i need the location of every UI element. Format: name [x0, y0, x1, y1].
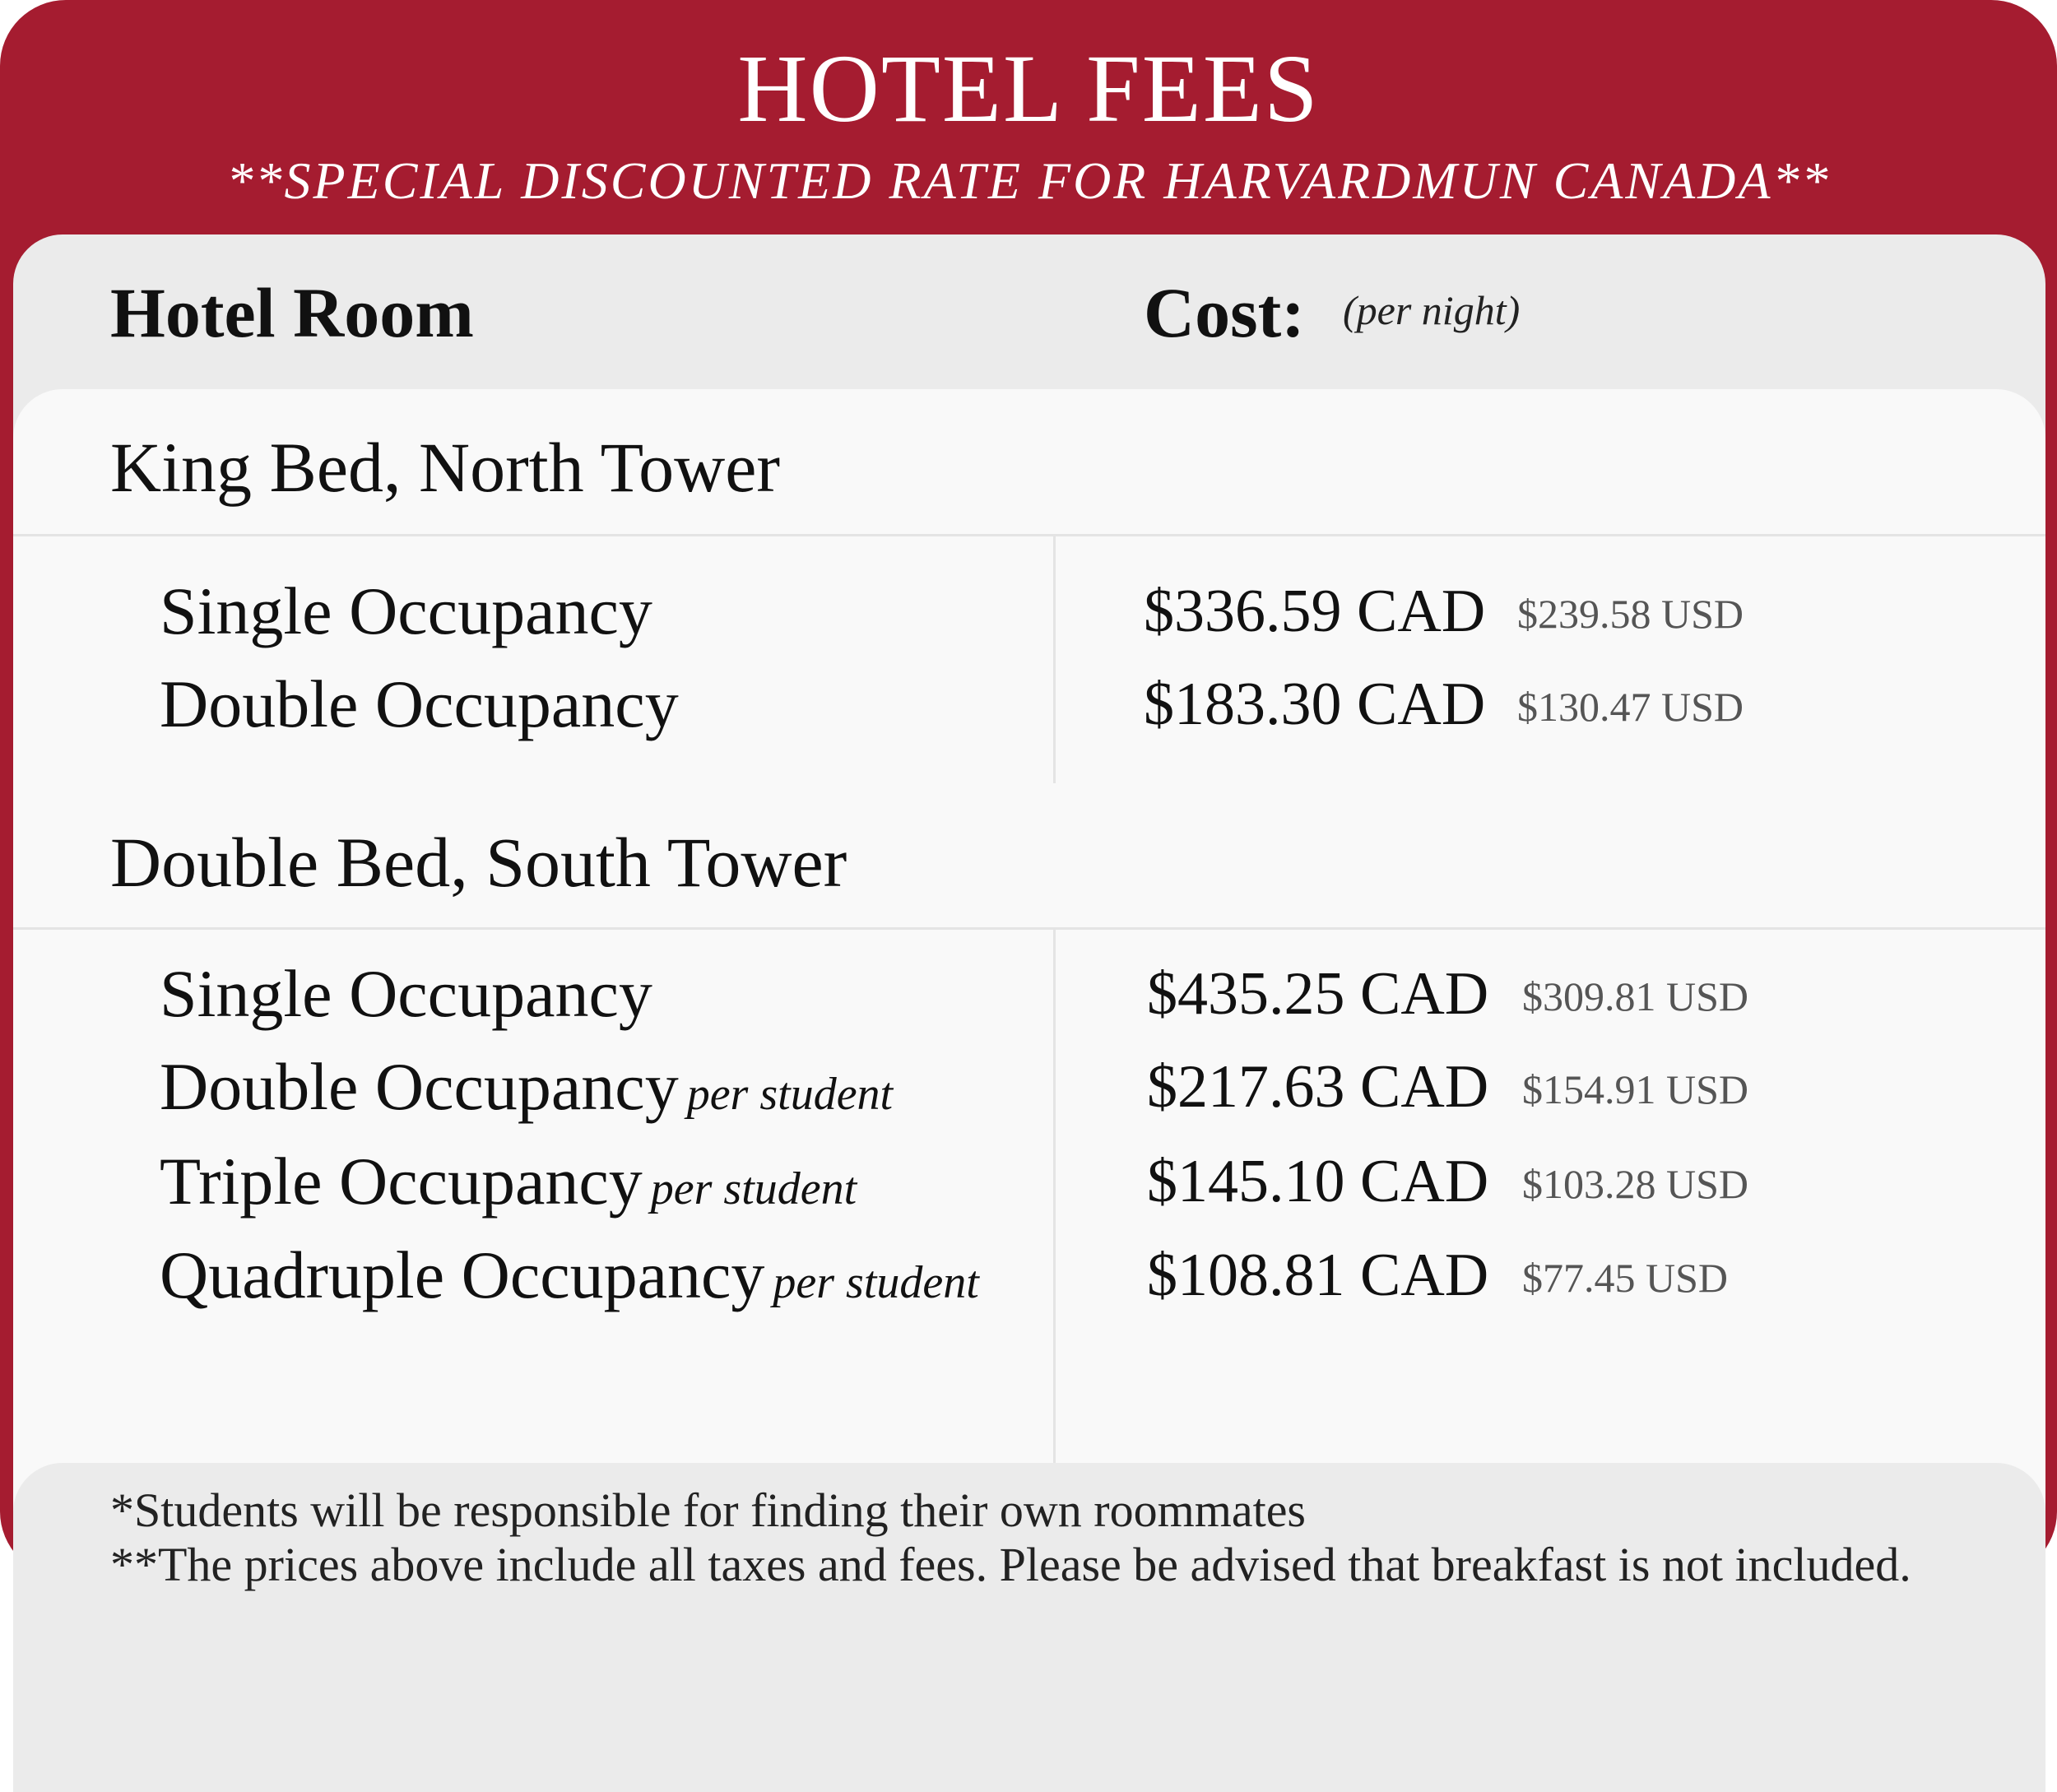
- price-cad: $145.10 CAD: [1147, 1148, 1489, 1215]
- price-cad: $336.59 CAD: [1144, 578, 1486, 645]
- price-usd: $77.45 USD: [1522, 1255, 1729, 1301]
- room-type-label: Double Occupancy: [160, 666, 679, 741]
- fees-panel: [13, 234, 2045, 1591]
- per-student-note: per student: [650, 1163, 857, 1214]
- column-header-cost: Cost:: [1144, 273, 1305, 352]
- table-row: [13, 1136, 2045, 1227]
- price-usd: $103.28 USD: [1522, 1161, 1749, 1207]
- footnote-roommates: *Students will be responsible for finding their own roommates: [110, 1483, 1307, 1537]
- price-usd: $309.81 USD: [1522, 973, 1749, 1019]
- per-student-note: per student: [773, 1257, 979, 1308]
- price-usd: $239.58 USD: [1517, 591, 1744, 637]
- column-header-cost-note: (per night): [1343, 287, 1521, 333]
- divider: [13, 927, 2045, 930]
- page-subtitle: **SPECIAL DISCOUNTED RATE FOR HARVARDMUN CANADA**: [226, 151, 1831, 210]
- table-row: [13, 949, 2045, 1039]
- divider: [13, 534, 2045, 536]
- per-student-note: per student: [686, 1069, 894, 1120]
- footnote-taxes: **The prices above include all taxes and fees. Please be advised that breakfast is not included.: [110, 1538, 1911, 1591]
- table-row: [13, 659, 2045, 750]
- price-usd: $154.91 USD: [1522, 1066, 1749, 1112]
- table-row: [13, 566, 2045, 657]
- price-cad: $217.63 CAD: [1147, 1053, 1489, 1121]
- room-type-label: Quadruple Occupancy: [160, 1237, 765, 1312]
- room-type-label: Single Occupancy: [160, 956, 652, 1031]
- group-title-double-south: Double Bed, South Tower: [110, 823, 847, 902]
- room-type-label: Double Occupancy: [160, 1049, 679, 1124]
- table-row: [13, 1230, 2045, 1321]
- column-header-room: Hotel Room: [110, 273, 474, 352]
- price-cad: $108.81 CAD: [1147, 1242, 1489, 1309]
- price-cad: $183.30 CAD: [1144, 671, 1486, 738]
- price-usd: $130.47 USD: [1517, 684, 1744, 730]
- page-title: HOTEL FEES: [737, 35, 1320, 142]
- rates-table: [13, 389, 2045, 1625]
- group-title-king-north: King Bed, North Tower: [110, 428, 781, 507]
- room-type-label: Triple Occupancy: [160, 1144, 643, 1219]
- price-cad: $435.25 CAD: [1147, 960, 1489, 1028]
- room-type-label: Single Occupancy: [160, 573, 652, 648]
- table-row: [13, 1042, 2045, 1132]
